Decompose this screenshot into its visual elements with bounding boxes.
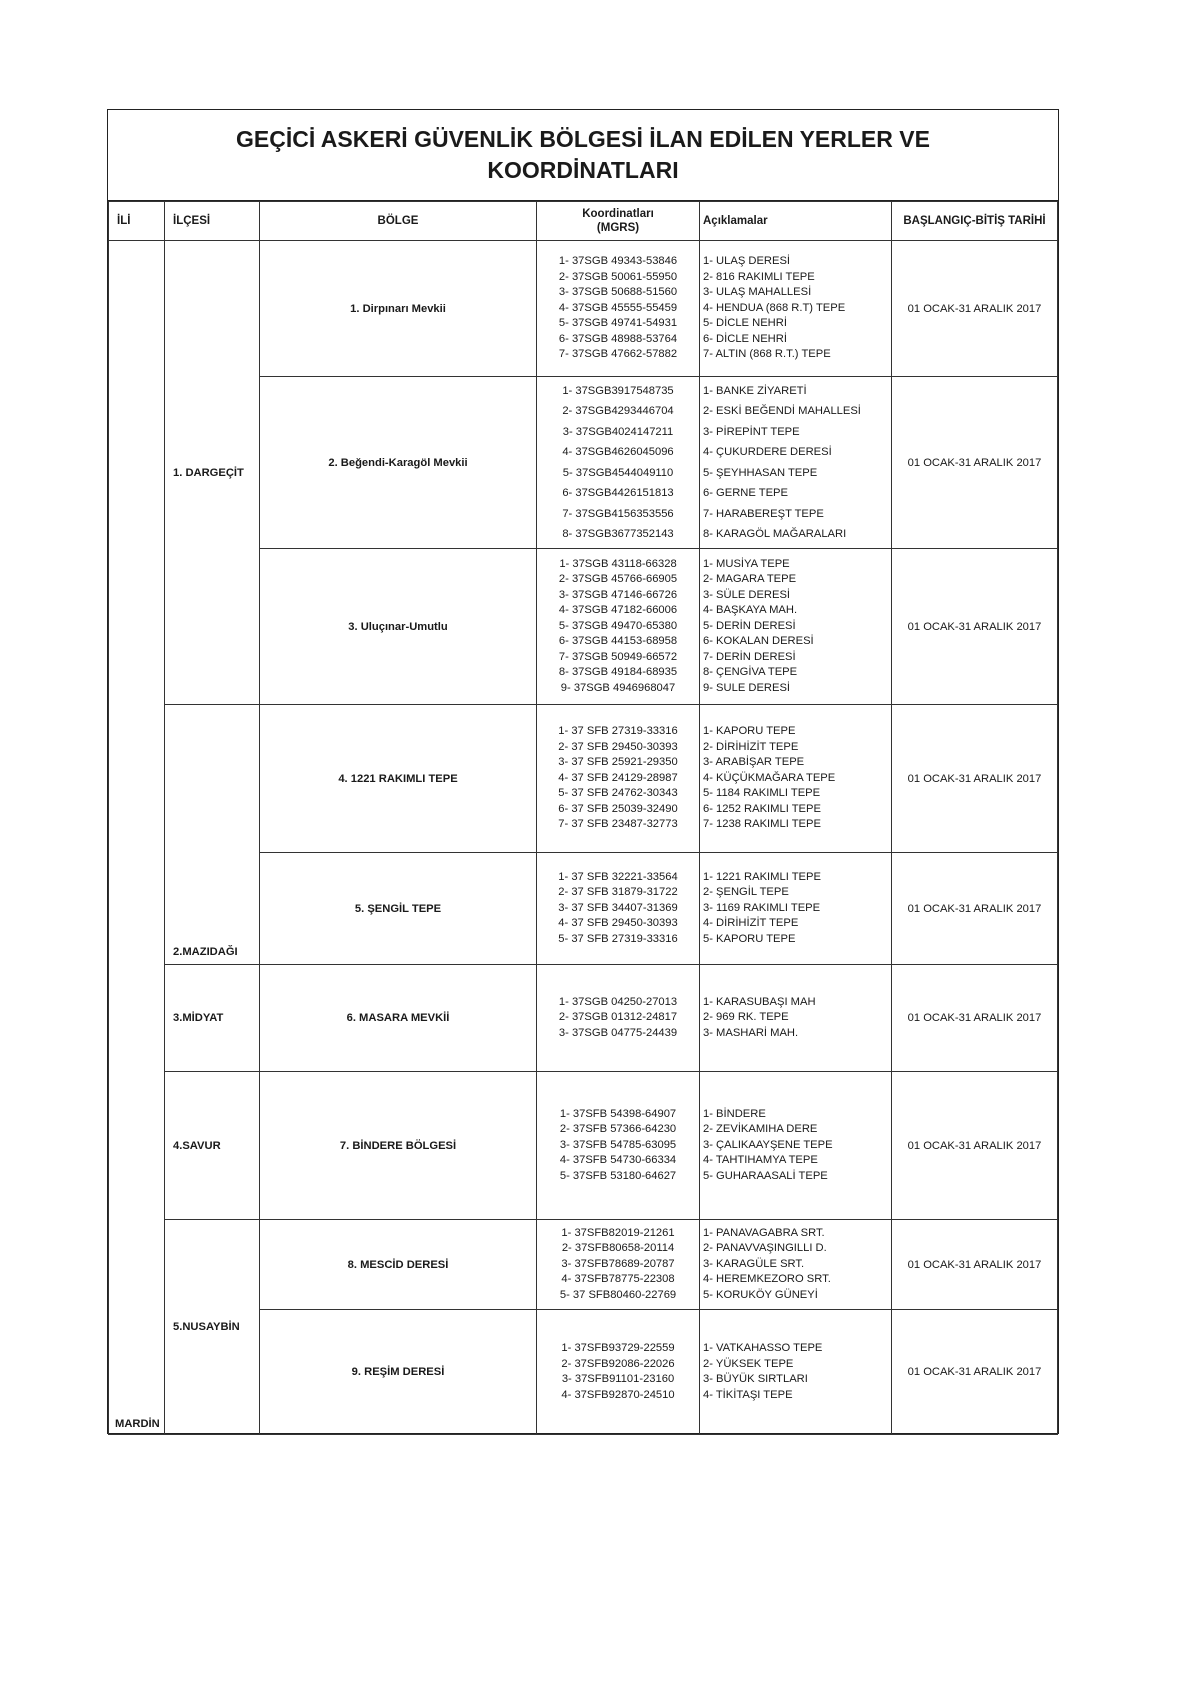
list-item: 2- PANAVVAŞINGILLI D. [703, 1242, 827, 1255]
aciklama-list [703, 1226, 891, 1304]
table-row [109, 241, 1058, 377]
aciklama-list [703, 870, 891, 948]
list-item: 3- ULAŞ MAHALLESİ [703, 286, 812, 299]
ilce-dargecit: 1. DARGEÇİT [165, 241, 260, 705]
list-item: 4- 37SGB4626045096 [562, 446, 674, 458]
tarih-cell: 01 OCAK-31 ARALIK 2017 [892, 549, 1058, 705]
list-item: 7- ALTIN (868 R.T.) TEPE [703, 348, 831, 361]
koordinat-cell [537, 853, 700, 965]
list-item: 4- 37SFB78775-22308 [561, 1273, 675, 1286]
koordinat-cell [537, 705, 700, 853]
list-item: 1- 37SGB 43118-66328 [559, 557, 677, 570]
koordinat-list [537, 1107, 699, 1185]
list-item: 2- 37SGB4293446704 [562, 405, 674, 417]
list-item: 8- ÇENGİVA TEPE [703, 666, 798, 679]
koordinat-cell [537, 549, 700, 705]
list-item: 1- KAPORU TEPE [703, 725, 796, 738]
list-item: 6- DİCLE NEHRİ [703, 332, 787, 345]
list-item: 5- 37 SFB80460-22769 [559, 1288, 677, 1301]
list-item: 3- BÜYÜK SIRTLARI [703, 1373, 808, 1385]
list-item: 2- 37 SFB 31879-31722 [558, 886, 678, 899]
tarih-cell: 01 OCAK-31 ARALIK 2017 [892, 1310, 1058, 1435]
list-item: 2- 37SGB 01312-24817 [558, 1011, 678, 1024]
aciklama-cell [700, 1220, 892, 1310]
tarih-cell: 01 OCAK-31 ARALIK 2017 [892, 965, 1058, 1072]
list-item: 1- 37SFB82019-21261 [561, 1226, 675, 1239]
header-koordinatlar [537, 202, 700, 241]
list-item: 2- 37SFB92086-22026 [561, 1357, 675, 1370]
il-cell: MARDİN [109, 241, 165, 1435]
list-item: 7- 37SGB4156353556 [562, 507, 674, 520]
list-item: 4- 37SGB 47182-66006 [558, 604, 678, 617]
list-item: 2- DİRİHİZİT TEPE [703, 740, 799, 753]
table-row [109, 965, 1058, 1072]
list-item: 5- ŞEYHHASAN TEPE [703, 466, 818, 479]
aciklama-cell [700, 241, 892, 377]
list-item: 1- 37SFB93729-22559 [561, 1342, 675, 1354]
list-item: 5- 37SGB 49470-65380 [558, 619, 678, 632]
list-item: 5- KORUKÖY GÜNEYİ [703, 1288, 818, 1301]
document-title [108, 110, 1058, 201]
list-item: 5- 37 SFB 27319-33316 [558, 932, 678, 945]
list-item: 7- HARABEREŞT TEPE [703, 507, 824, 520]
aciklama-list [703, 724, 891, 833]
list-item: 3- 37 SFB 25921-29350 [558, 756, 678, 769]
aciklama-list [703, 1107, 891, 1185]
list-item: 4- HENDUA (868 R.T) TEPE [703, 301, 846, 314]
tarih-cell: 01 OCAK-31 ARALIK 2017 [892, 377, 1058, 549]
tarih-cell: 01 OCAK-31 ARALIK 2017 [892, 1072, 1058, 1220]
tarih-cell: 01 OCAK-31 ARALIK 2017 [892, 853, 1058, 965]
list-item: 6- GERNE TEPE [703, 487, 788, 499]
list-item: 4- 37SGB 45555-55459 [558, 301, 678, 314]
list-item: 4- ÇUKURDERE DERESİ [703, 446, 832, 458]
title-line-1: GEÇİCİ ASKERİ GÜVENLİK BÖLGESİ İLAN EDİLEN YERLER VE [236, 126, 930, 152]
list-item: 1- 37 SFB 32221-33564 [558, 870, 678, 883]
list-item: 1- 37 SFB 27319-33316 [558, 725, 678, 738]
list-item: 3- SÜLE DERESİ [703, 588, 791, 601]
list-item: 6- 37SGB 44153-68958 [558, 635, 678, 648]
bolge-cell: 6. MASARA MEVKİİ [260, 965, 537, 1072]
list-item: 7- 37SGB 47662-57882 [558, 348, 678, 361]
bolge-cell: 7. BİNDERE BÖLGESİ [260, 1072, 537, 1220]
list-item: 5- 37 SFB 24762-30343 [558, 787, 678, 800]
aciklama-cell [700, 705, 892, 853]
aciklama-cell [700, 965, 892, 1072]
aciklama-cell [700, 377, 892, 549]
bolge-cell: 2. Beğendi-Karagöl Mevkii [260, 377, 537, 549]
tarih-cell: 01 OCAK-31 ARALIK 2017 [892, 241, 1058, 377]
list-item: 1- ULAŞ DERESİ [703, 255, 791, 268]
koordinat-cell [537, 965, 700, 1072]
koordinat-cell [537, 377, 700, 549]
aciklama-cell [700, 549, 892, 705]
list-item: 6- 37SGB4426151813 [562, 487, 674, 499]
koordinat-list [537, 1226, 699, 1304]
list-item: 8- KARAGÖL MAĞARALARI [703, 528, 847, 540]
list-item: 1- BİNDERE [703, 1107, 766, 1120]
list-item: 2- 37SFB80658-20114 [561, 1242, 675, 1255]
list-item: 2- 37 SFB 29450-30393 [558, 740, 678, 753]
aciklama-list [703, 995, 891, 1042]
list-item: 5- 37SGB4544049110 [562, 466, 674, 479]
list-item: 3- ÇALIKAAYŞENE TEPE [703, 1138, 833, 1151]
list-item: 1- 37SGB 04250-27013 [558, 995, 678, 1008]
list-item: 3- 37SGB 04775-24439 [558, 1026, 678, 1039]
list-item: 3- 37SGB 50688-51560 [558, 286, 678, 299]
bolge-cell: 5. ŞENGİL TEPE [260, 853, 537, 965]
header-bolge: BÖLGE [260, 202, 537, 241]
aciklama-list [703, 1341, 891, 1403]
ilce-midyat: 3.MİDYAT [165, 965, 260, 1072]
koordinat-cell [537, 241, 700, 377]
koordinat-list [537, 254, 699, 363]
table-row [109, 1072, 1058, 1220]
list-item: 4- 37 SFB 24129-28987 [558, 771, 678, 784]
aciklama-cell [700, 1310, 892, 1435]
tarih-cell: 01 OCAK-31 ARALIK 2017 [892, 1220, 1058, 1310]
table-row [109, 705, 1058, 853]
table-row [109, 1220, 1058, 1310]
aciklama-list [703, 381, 891, 545]
list-item: 5- DERİN DERESİ [703, 619, 796, 632]
list-item: 2- YÜKSEK TEPE [703, 1357, 794, 1370]
list-item: 4- TAHTIHAMYA TEPE [703, 1154, 818, 1167]
bolge-cell: 4. 1221 RAKIMLI TEPE [260, 705, 537, 853]
aciklama-list [703, 254, 891, 363]
list-item: 1- MUSİYA TEPE [703, 557, 790, 570]
list-item: 5- GUHARAASALİ TEPE [703, 1169, 828, 1182]
list-item: 1- KARASUBAŞI MAH [703, 995, 816, 1008]
list-item: 1- BANKE ZİYARETİ [703, 384, 807, 397]
list-item: 2- 37SGB 50061-55950 [558, 270, 678, 283]
list-item: 5- KAPORU TEPE [703, 932, 796, 945]
list-item: 1- 37SFB 54398-64907 [559, 1107, 677, 1120]
header-koord-line-1: Koordinatları [582, 208, 654, 220]
bolge-cell: 9. REŞİM DERESİ [260, 1310, 537, 1435]
list-item: 9- SULE DERESİ [703, 681, 791, 694]
bolge-cell: 3. Uluçınar-Umutlu [260, 549, 537, 705]
list-item: 3- MASHARİ MAH. [703, 1026, 799, 1039]
koordinat-cell [537, 1310, 700, 1435]
ilce-savur: 4.SAVUR [165, 1072, 260, 1220]
list-item: 4- 37SFB 54730-66334 [559, 1154, 677, 1167]
list-item: 2- ESKİ BEĞENDİ MAHALLESİ [703, 405, 861, 417]
list-item: 4- HEREMKEZORO SRT. [703, 1273, 831, 1286]
header-il: İLİ [109, 202, 165, 241]
list-item: 8- 37SGB 49184-68935 [558, 666, 678, 679]
list-item: 6- KOKALAN DERESİ [703, 635, 814, 648]
koordinat-list [537, 870, 699, 948]
tarih-cell: 01 OCAK-31 ARALIK 2017 [892, 705, 1058, 853]
bolge-cell: 1. Dirpınarı Mevkii [260, 241, 537, 377]
header-tarih: BAŞLANGIÇ-BİTİŞ TARİHİ [892, 202, 1058, 241]
list-item: 6- 37 SFB 25039-32490 [558, 802, 678, 815]
list-item: 3- 37SGB4024147211 [562, 425, 674, 438]
list-item: 2- 37SFB 57366-64230 [559, 1123, 677, 1136]
ilce-mazidagi: 2.MAZIDAĞI [165, 705, 260, 965]
list-item: 3- 1169 RAKIMLI TEPE [703, 901, 821, 914]
title-line-2: KOORDİNATLARI [487, 157, 679, 183]
koordinat-list [537, 381, 699, 545]
list-item: 3- PİREPİNT TEPE [703, 425, 800, 438]
zones-table [108, 201, 1058, 1435]
koordinat-cell [537, 1220, 700, 1310]
list-item: 3- ARABİŞAR TEPE [703, 756, 805, 769]
list-item: 2- ZEVİKAMIHA DERE [703, 1123, 818, 1136]
list-item: 3- 37SFB 54785-63095 [559, 1138, 677, 1151]
list-item: 4- BAŞKAYA MAH. [703, 604, 798, 617]
list-item: 3- 37SGB 47146-66726 [558, 588, 678, 601]
list-item: 5- 37SFB 53180-64627 [559, 1169, 677, 1182]
list-item: 1- 1221 RAKIMLI TEPE [703, 870, 821, 883]
list-item: 2- 816 RAKIMLI TEPE [703, 270, 815, 283]
koordinat-list [537, 1341, 699, 1403]
table-header-row [109, 202, 1058, 241]
list-item: 2- MAGARA TEPE [703, 573, 797, 586]
header-ilce: İLÇESİ [165, 202, 260, 241]
list-item: 3- 37SFB91101-23160 [561, 1373, 675, 1385]
list-item: 5- 1184 RAKIMLI TEPE [703, 787, 821, 800]
list-item: 7- 37SGB 50949-66572 [558, 650, 678, 663]
list-item: 8- 37SGB3677352143 [562, 528, 674, 540]
list-item: 1- PANAVAGABRA SRT. [703, 1226, 825, 1239]
list-item: 2- ŞENGİL TEPE [703, 886, 789, 899]
ilce-nusaybin: 5.NUSAYBİN [165, 1220, 260, 1435]
list-item: 6- 1252 RAKIMLI TEPE [703, 802, 821, 815]
list-item: 4- 37SFB92870-24510 [561, 1388, 675, 1401]
aciklama-cell [700, 1072, 892, 1220]
bolge-cell: 8. MESCİD DERESİ [260, 1220, 537, 1310]
list-item: 4- DİRİHİZİT TEPE [703, 917, 799, 930]
list-item: 1- VATKAHASSO TEPE [703, 1342, 823, 1354]
aciklama-list [703, 557, 891, 697]
list-item: 3- 37SFB78689-20787 [561, 1257, 675, 1270]
list-item: 6- 37SGB 48988-53764 [558, 332, 678, 345]
koordinat-list [537, 995, 699, 1042]
list-item: 3- 37 SFB 34407-31369 [558, 901, 678, 914]
header-koord-line-2: (MGRS) [596, 222, 640, 234]
list-item: 4- 37 SFB 29450-30393 [558, 917, 678, 930]
list-item: 5- 37SGB 49741-54931 [558, 317, 678, 330]
list-item: 5- DİCLE NEHRİ [703, 317, 787, 330]
list-item: 7- 1238 RAKIMLI TEPE [703, 818, 821, 831]
list-item: 4- KÜÇÜKMAĞARA TEPE [703, 771, 836, 784]
list-item: 3- KARAGÜLE SRT. [703, 1257, 805, 1270]
koordinat-cell [537, 1072, 700, 1220]
list-item: 1- 37SGB 49343-53846 [558, 255, 678, 268]
list-item: 7- DERİN DERESİ [703, 650, 796, 663]
list-item: 1- 37SGB3917548735 [562, 384, 674, 397]
header-aciklamalar: Açıklamalar [700, 202, 892, 241]
aciklama-cell [700, 853, 892, 965]
list-item: 2- 969 RK. TEPE [703, 1011, 789, 1024]
document-sheet [107, 109, 1059, 1434]
koordinat-list [537, 557, 699, 697]
list-item: 2- 37SGB 45766-66905 [558, 573, 678, 586]
list-item: 9- 37SGB 4946968047 [560, 681, 676, 694]
koordinat-list [537, 724, 699, 833]
list-item: 7- 37 SFB 23487-32773 [558, 818, 678, 831]
list-item: 4- TİKİTAŞI TEPE [703, 1388, 793, 1401]
